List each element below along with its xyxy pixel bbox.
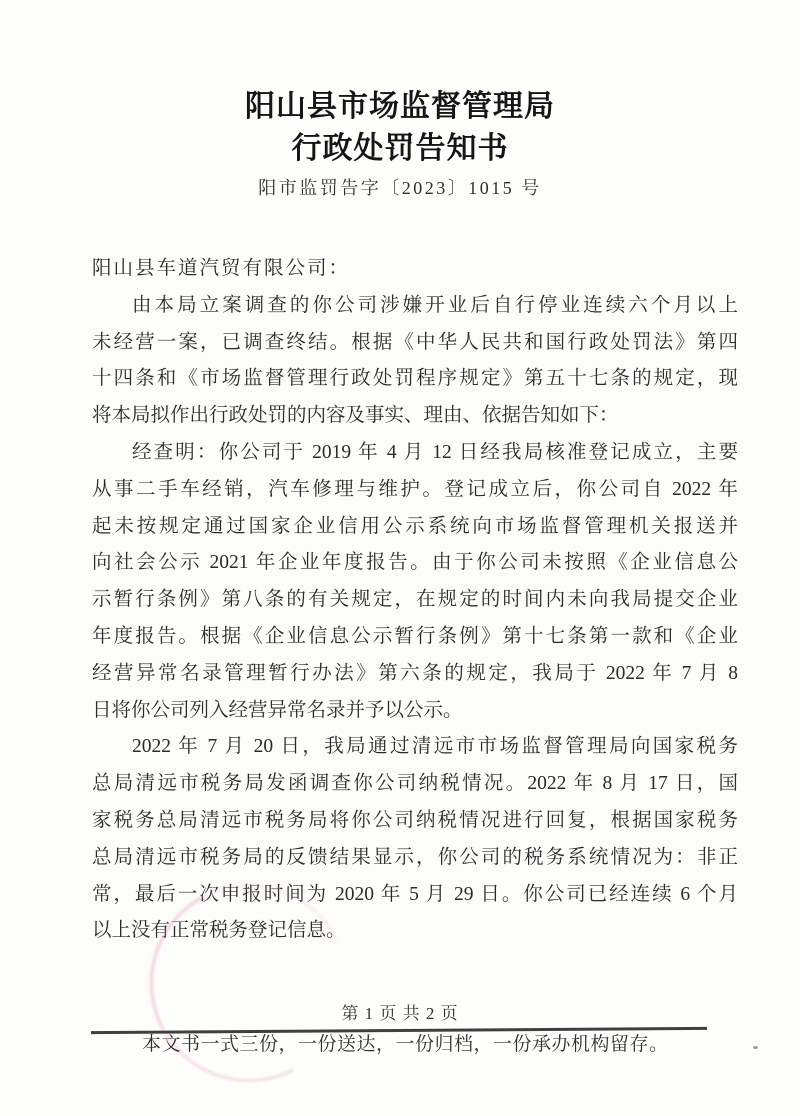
body-line: 2022 年 7 月 20 日，我局通过清远市市场监督管理局向国家税务 <box>132 736 738 758</box>
page-indicator: 第 1 页 共 2 页 <box>341 1004 459 1023</box>
scan-speck <box>753 1046 758 1049</box>
body-line: 总局清远市税务局的反馈结果显示，你公司的税务系统情况为：非正 <box>92 846 738 868</box>
body-line: 日将你公司列入经营异常名录并予以公示。 <box>92 699 463 721</box>
body-line: 起未按规定通过国家企业信用公示系统向市场监督管理机关报送并 <box>92 515 738 537</box>
body-line: 总局清远市税务局发函调查你公司纳税情况。2022 年 8 月 17 日，国 <box>92 773 738 795</box>
body-line: 以上没有正常税务登记信息。 <box>92 920 346 942</box>
body-line: 年度报告。根据《企业信息公示暂行条例》第十七条第一款和《企业 <box>92 625 738 647</box>
document-title-line-1: 阳山县市场监督管理局 <box>245 90 555 123</box>
body-line: 经查明：你公司于 2019 年 4 月 12 日经我局核准登记成立，主要 <box>132 441 738 463</box>
body-line: 阳山县车道汽贸有限公司： <box>92 258 351 279</box>
body-line: 常，最后一次申报时间为 2020 年 5 月 29 日。你公司已经连续 6 个月 <box>92 883 738 905</box>
footer-distribution-note: 本文书一式三份，一份送达，一份归档，一份承办机构留存。 <box>142 1034 669 1055</box>
body-line: 将本局拟作出行政处罚的内容及事实、理由、依据告知如下： <box>92 405 619 427</box>
body-line: 未经营一案，已调查终结。根据《中华人民共和国行政处罚法》第四 <box>92 331 738 353</box>
document-title-line-2: 行政处罚告知书 <box>291 132 509 165</box>
body-line: 十四条和《市场监督管理行政处罚程序规定》第五十七条的规定，现 <box>92 368 738 390</box>
body-line: 由本局立案调查的你公司涉嫌开业后自行停业连续六个月以上 <box>132 294 738 316</box>
body-line: 经营异常名录管理暂行办法》第六条的规定，我局于 2022 年 7 月 8 <box>92 662 738 684</box>
document-body <box>92 251 738 950</box>
body-line: 家税务总局清远市税务局将你公司纳税情况进行回复，根据国家税务 <box>92 809 738 831</box>
body-line: 向社会公示 2021 年企业年度报告。由于你公司未按照《企业信息公 <box>92 552 738 574</box>
body-line: 从事二手车经销，汽车修理与维护。登记成立后，你公司自 2022 年 <box>92 478 738 500</box>
document-number: 阳市监罚告字〔2023〕1015 号 <box>258 178 542 198</box>
body-line: 示暂行条例》第八条的有关规定，在规定的时间内未向我局提交企业 <box>92 589 738 611</box>
document-title <box>0 86 800 170</box>
